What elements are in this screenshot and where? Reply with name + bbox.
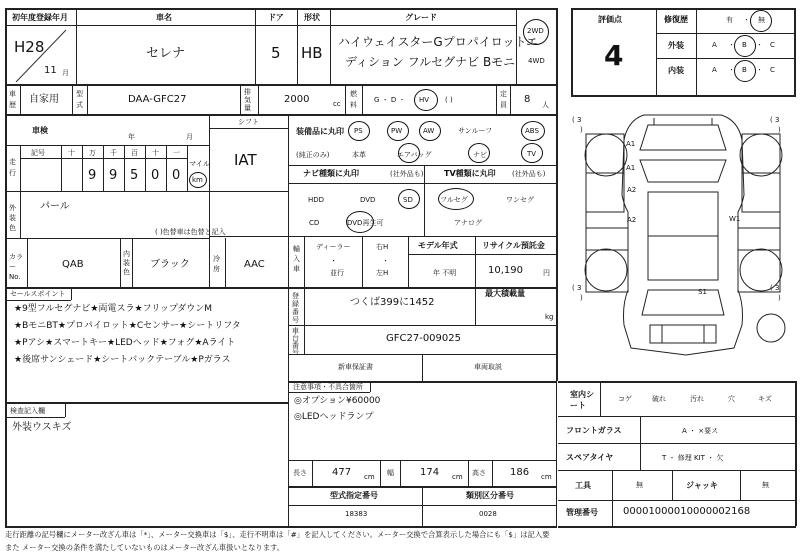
drive-4wd: 4WD (528, 57, 545, 65)
int-dot: ・ (728, 66, 735, 74)
navi-dvd: DVD (360, 196, 376, 204)
equip-navi: ナビ (473, 151, 487, 159)
handle-right: 右H (376, 243, 389, 251)
repair-no: 無 (758, 16, 765, 24)
equip-pw: PW (391, 127, 403, 135)
notes-line: ◎オプション¥60000 (294, 396, 381, 406)
use-value: 自家用 (29, 94, 59, 105)
mileage-unit: 十 (152, 149, 159, 157)
length-value: 477 (332, 467, 352, 478)
capacity-value: 8 (524, 94, 531, 105)
color-value: パール (40, 201, 70, 212)
import-label: 輸入車 (293, 245, 300, 273)
reg-no-value: つくば399に1452 (350, 297, 435, 308)
first-reg-month-unit: 月 (62, 69, 69, 77)
first-reg-era: H28 (14, 38, 45, 56)
equip-leather: 本革 (352, 151, 366, 159)
length-label: 長さ (293, 469, 307, 477)
reg-no-label: 登録番号 (292, 292, 299, 324)
ext-dot: ・ (756, 41, 763, 49)
sales-line: ★BモニBT★プロパイロット★Cセンサー★シートリフタ (14, 321, 241, 331)
navi-hdd: HDD (308, 196, 325, 204)
repair-label: 修復歴 (664, 15, 688, 24)
exterior-label: 外装 (668, 41, 684, 50)
grade-line1: ハイウェイスターGプロパイロットエ (338, 35, 538, 49)
score-label: 評価点 (598, 15, 622, 24)
disp-unit: cc (333, 100, 341, 108)
glass-label: フロントガラス (566, 426, 622, 435)
disp-value: 2000 (284, 94, 310, 105)
tv-oneseg: ワンセグ (506, 196, 534, 204)
interior-grade-label: 内装 (668, 66, 684, 75)
diagram-paren: ( 3 (770, 116, 780, 124)
glass-value: A ・ ×要ス (682, 427, 719, 435)
int-a: A (712, 66, 717, 74)
inspection-month: 月 (186, 133, 193, 141)
tools-label: 工具 (575, 481, 591, 490)
spare-label: スペアタイヤ (566, 453, 614, 462)
damage-mark: A2 (627, 186, 637, 194)
navi-header: ナビ種類に丸印 (303, 169, 359, 178)
mileage-unit: 万 (89, 149, 96, 157)
sales-label: セールスポイント (10, 290, 66, 298)
grade-label: グレード (405, 13, 437, 22)
mileage-unit-mile: マイル (189, 160, 210, 168)
doors-value: 5 (271, 44, 281, 62)
width-value: 174 (420, 467, 440, 478)
diagram-paren: ( 3 (572, 116, 582, 124)
length-unit: cm (364, 473, 375, 481)
model-label: 型式 (76, 90, 83, 109)
inspector-label: 検査記入欄 (10, 407, 45, 415)
mileage-record-label: 記号 (31, 149, 45, 157)
damage-mark: A1 (626, 140, 636, 148)
tools-value: 無 (636, 481, 643, 489)
sales-line: ★Pアシ★スマートキー★LEDヘッド★フォグ★Aライト (14, 338, 236, 348)
navi-cd: CD (309, 219, 320, 227)
height-value: 186 (510, 467, 530, 478)
damage-mark: A2 (627, 216, 637, 224)
seat-item: キズ (758, 395, 772, 403)
spare-value: T ・ 修理 KIT ・ 欠 (662, 454, 724, 462)
disp-label: 排気量 (244, 88, 251, 112)
footer-note-2: また メーター交換の条件を満たしていないものはメーター改ざん車扱いとなります。 (5, 543, 285, 552)
ac-value: AAC (244, 259, 265, 270)
use-label: 車歴 (9, 90, 16, 109)
handle-dot: ・ (382, 257, 389, 265)
sales-line: ★9型フルセグナビ★両電スラ★フリップダウンM (14, 304, 212, 314)
repair-yes: 有 (726, 16, 733, 24)
diagram-paren: ( 3 (572, 284, 582, 292)
interior-color-value: ブラック (150, 259, 190, 270)
damage-mark: A1 (626, 164, 636, 172)
ext-dot: ・ (728, 41, 735, 49)
diagram-paren: ) (778, 294, 781, 302)
mileage-unit: 十 (68, 149, 75, 157)
ext-b: B (742, 41, 747, 49)
shape-label: 形状 (304, 13, 320, 22)
mgmt-value: 00001000010000002168 (623, 506, 751, 517)
mileage-digit: 0 (172, 168, 181, 183)
int-b: B (742, 66, 747, 74)
repair-dot: ・ (743, 16, 750, 24)
tv-header: TV種類に丸印 (444, 169, 496, 178)
width-unit: cm (452, 473, 463, 481)
mileage-digit: 9 (88, 168, 97, 183)
color-label: 外装色 (9, 204, 16, 232)
navi-note: (社外品も) (390, 170, 424, 178)
notes-line: ◎LEDヘッドランプ (294, 412, 374, 422)
mileage-unit-km: km (192, 176, 203, 184)
inspection-label: 車検 (32, 126, 48, 135)
score-value: 4 (604, 39, 624, 72)
max-load-unit: kg (545, 313, 554, 321)
recycle-label: リサイクル預託金 (482, 241, 545, 250)
height-label: 高さ (472, 469, 486, 477)
shape-value: HB (301, 44, 323, 62)
seat-label: 室内シート (570, 390, 594, 410)
capacity-unit: 人 (542, 101, 549, 109)
fuel-paren: ( ) (445, 96, 453, 104)
max-load-label: 最大積載量 (485, 289, 525, 298)
seat-item: コゲ (618, 395, 632, 403)
chassis-value: GFC27-009025 (386, 333, 461, 344)
mileage-digit: 0 (151, 168, 160, 183)
diagram-paren: ) (580, 294, 583, 302)
mgmt-label: 管理番号 (566, 508, 598, 517)
color-note: ( )色替車は色替と記入 (155, 228, 226, 236)
tv-fullseg: フルセグ (440, 196, 468, 204)
seat-item: 汚れ (690, 395, 704, 403)
class-no-label: 類別区分番号 (466, 491, 514, 500)
capacity-label: 定員 (500, 90, 507, 109)
type-no-value: 18383 (345, 510, 368, 518)
model-year-label: モデル年式 (418, 241, 458, 250)
sales-line: ★後席サンシェード★シートバックテーブル★Pガラス (14, 355, 231, 365)
diagram-paren: ) (580, 126, 583, 134)
diagram-paren: ( 3 (770, 284, 780, 292)
inspector-value: 外装ウスキズ (12, 422, 72, 433)
ac-label: 冷房 (213, 255, 220, 273)
manual-label: 車両取説 (474, 363, 502, 371)
fuel-label: 燃料 (350, 90, 357, 109)
damage-mark: W1 (729, 215, 741, 223)
doors-label: ドア (268, 13, 284, 22)
type-no-label: 型式指定番号 (330, 491, 378, 500)
recycle-value: 10,190 (488, 265, 523, 276)
shift-label: シフト (238, 118, 259, 126)
import-dealer: ディーラー (316, 243, 351, 251)
ext-a: A (712, 41, 717, 49)
fuel-selected: HV (419, 96, 430, 104)
jack-value: 無 (762, 481, 769, 489)
seat-item: 穴 (728, 395, 735, 403)
first-reg-month: 11 (44, 65, 57, 76)
int-c: C (770, 66, 775, 74)
class-no-value: 0028 (479, 510, 497, 518)
equip-aw: AW (423, 127, 435, 135)
recycle-unit: 円 (543, 269, 550, 277)
int-dot: ・ (756, 66, 763, 74)
equip-sunroof: サンルーフ (458, 127, 493, 135)
import-dot: ・ (330, 257, 337, 265)
chassis-label: 車台番号 (292, 327, 299, 356)
color-no-label: カラーNo. (9, 253, 23, 281)
tv-analog: アナログ (454, 219, 482, 227)
handle-left: 左H (376, 269, 389, 277)
car-name: セレナ (146, 46, 186, 61)
equip-airbag: エアバッグ (397, 151, 432, 159)
drive-2wd: 2WD (527, 27, 544, 35)
seat-item: 破れ (652, 395, 666, 403)
model-value: DAA-GFC27 (128, 94, 187, 105)
mileage-unit: 百 (131, 149, 138, 157)
fuel-options: G ・ D ・ (374, 96, 406, 104)
ext-c: C (770, 41, 775, 49)
car-name-label: 車名 (156, 13, 172, 22)
equip-abs: ABS (525, 127, 539, 135)
mileage-digit: 5 (130, 168, 139, 183)
mileage-unit: 一 (173, 149, 180, 157)
color-no-value: QAB (62, 259, 84, 270)
model-year-value: 年 不明 (433, 269, 457, 277)
diagram-paren: ) (778, 126, 781, 134)
grade-line2: ディション フルセグナビ Bモニ (345, 55, 516, 69)
jack-label: ジャッキ (686, 481, 718, 490)
equipment-label: 装備品に丸印 (296, 127, 344, 136)
equip-tv: TV (527, 150, 537, 158)
shift-value: IAT (234, 151, 257, 169)
import-parallel: 並行 (330, 269, 344, 277)
warranty-label: 新車保証書 (338, 363, 373, 371)
mileage-unit: 千 (110, 149, 117, 157)
notes-label: 注意事項・不具合箇所 (293, 383, 363, 391)
width-label: 幅 (387, 469, 394, 477)
footer-note-1: 走行距離の記号欄にメーター改ざん車は「*」、メーター交換車は「$」、走行不明車は「#」を記入してください。メーター交換で合算表示した場合にも「$」は記入要 (5, 530, 550, 539)
interior-color-label: 内装色 (123, 250, 130, 276)
equipment-note: (純正のみ) (296, 151, 330, 159)
mileage-digit: 9 (109, 168, 118, 183)
height-unit: cm (541, 473, 552, 481)
navi-dvd-play: DVD再生可 (347, 219, 384, 227)
inspection-year: 年 (128, 133, 135, 141)
first-reg-label: 初年度登録年月 (12, 13, 68, 22)
damage-mark: S1 (698, 288, 707, 296)
car-damage-diagram (566, 100, 798, 380)
mileage-label: 走行 (9, 158, 16, 177)
tv-note: (社外品も) (512, 170, 546, 178)
navi-sd: SD (403, 196, 413, 204)
equip-ps: PS (354, 127, 363, 135)
